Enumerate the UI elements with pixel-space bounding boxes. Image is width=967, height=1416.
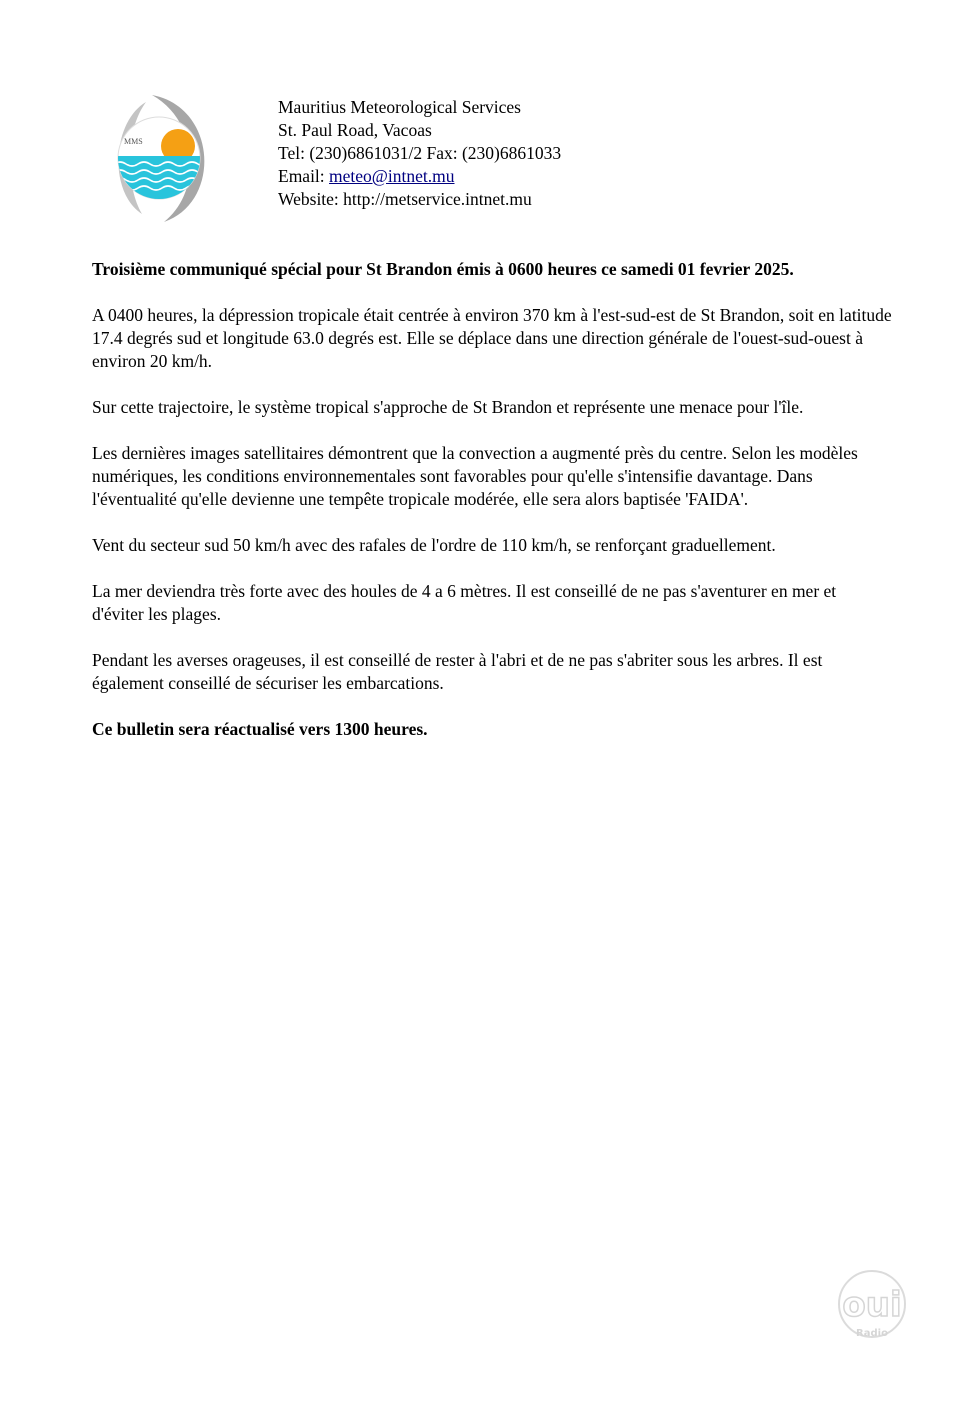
bulletin-footer: Ce bulletin sera réactualisé vers 1300 heures.	[92, 719, 428, 739]
mms-logo	[112, 92, 212, 224]
svg-text:oui: oui	[842, 1285, 902, 1325]
paragraph-wind: Vent du secteur sud 50 km/h avec des rafales de l'ordre de 110 km/h, se renforçant graduellement.	[92, 535, 776, 555]
bulletin-body	[92, 258, 892, 764]
bulletin-title: Troisième communiqué spécial pour St Brandon émis à 0600 heures ce samedi 01 fevrier 2025.	[92, 259, 794, 279]
email-link[interactable]: meteo@intnet.mu	[329, 166, 455, 186]
email-label: Email:	[278, 166, 330, 186]
radio-watermark-logo	[822, 1270, 922, 1344]
paragraph-position: A 0400 heures, la dépression tropicale était centrée à environ 370 km à l'est-sud-est de St Brandon, soit en latitude 17.4 degrés sud et longitude 63.0 degrés est. Elle se déplace dans une direction générale de l'ouest-sud-ouest à environ 20 km/h.	[92, 305, 892, 371]
header-contact-block	[278, 96, 561, 211]
radio-watermark	[822, 1270, 922, 1344]
svg-text:Radio: Radio	[856, 1328, 888, 1339]
org-address: St. Paul Road, Vacoas	[278, 120, 432, 140]
mms-logo-graphic	[112, 92, 212, 224]
paragraph-trajectory: Sur cette trajectoire, le système tropical s'approche de St Brandon et représente une menace pour l'île.	[92, 397, 804, 417]
org-name: Mauritius Meteorological Services	[278, 97, 521, 117]
org-email-line	[278, 165, 561, 188]
org-website: Website: http://metservice.intnet.mu	[278, 189, 532, 209]
paragraph-safety: Pendant les averses orageuses, il est conseillé de rester à l'abri et de ne pas s'abriter sous les arbres. Il est également conseillé de sécuriser les embarcations.	[92, 650, 823, 693]
org-phone: Tel: (230)6861031/2 Fax: (230)6861033	[278, 143, 562, 163]
paragraph-satellite: Les dernières images satellitaires démontrent que la convection a augmenté près du centre. Selon les modèles numériques, les conditions environnementales sont favorables pour qu'elle s'intensifie davantage. Dans l'éventualité qu'elle devienne une tempête tropicale modérée, elle sera alors baptisée 'FAIDA'.	[92, 443, 858, 509]
svg-text:MMS: MMS	[124, 137, 143, 146]
paragraph-sea: La mer deviendra très forte avec des houles de 4 a 6 mètres. Il est conseillé de ne pas s'aventurer en mer et d'éviter les plages.	[92, 581, 837, 624]
